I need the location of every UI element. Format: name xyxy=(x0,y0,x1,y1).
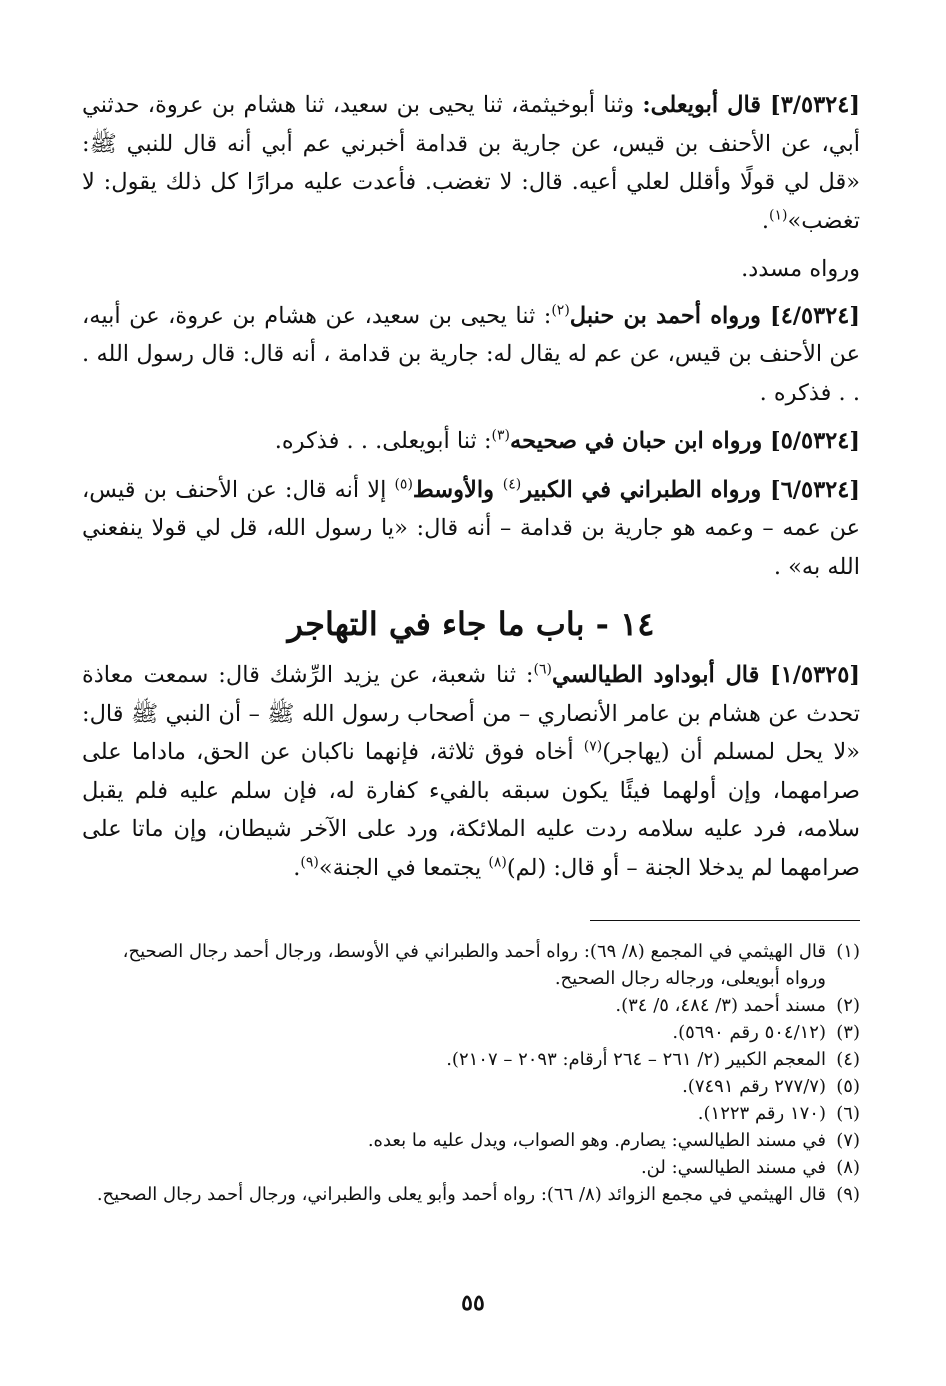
footnote-item xyxy=(82,1127,860,1154)
hadith-text: أخاه فوق ثلاثة، فإنهما ناكبان عن الحق، ماداما على صرامهما، وإن أولهما فيئًا يكون سبقه بالفيء كفارة له، فإن سلم عليه فلم يقبل سلامه، فرد عليه سلامه ردت عليه الملائكة، ورد على الآخر شيطان، وإن ماتا على صرامهما لم يدخلا الجنة – أو قال: (لم) xyxy=(82,739,860,881)
hadith-text: : ثنا يحيى بن سعيد، عن هشام بن عروة، عن أبيه، عن الأحنف بن قيس، عن عم له يقال له: جارية بن قدامة ، أنه قال: قال رسول الله . . . فذكره . xyxy=(82,302,860,406)
footnote-number: (٢) xyxy=(836,995,860,1016)
narration-note xyxy=(82,250,860,289)
footnote-item xyxy=(82,1046,860,1073)
hadith-label: [١/٥٣٢٥] قال أبوداود الطيالسي xyxy=(551,662,860,688)
footnote-ref: (٦) xyxy=(533,661,552,678)
hadith-label: [٣/٥٣٢٤] قال أبويعلى: xyxy=(642,92,860,118)
hadith-text: إلا أنه قال: عن الأحنف بن قيس، عن عمه – وعمه هو جارية بن قدامة – أنه قال: «يا رسول الله، قل لي قولا ينفعني الله به» . xyxy=(82,476,860,580)
page-number: ٥٥ xyxy=(461,1290,485,1316)
chapter-heading: ١٤ - باب ما جاء في التهاجر xyxy=(287,605,655,643)
footnote-number: (٧) xyxy=(836,1130,860,1151)
hadith-label: [٦/٥٣٢٤] ورواه الطبراني في الكبير xyxy=(521,476,860,503)
footnote-divider xyxy=(590,920,860,921)
footnote-text: مسند أحمد (٣/ ٤٨٤، ٥/ ٣٤). xyxy=(615,995,826,1016)
footnote-text: (١٧٠ رقم ١٢٢٣). xyxy=(697,1103,826,1124)
footnote-text: المعجم الكبير (٢/ ٢٦١ – ٢٦٤ أرقام: ٢٠٩٣ – ٢١٠٧). xyxy=(446,1049,826,1070)
footnote-item xyxy=(82,992,860,1019)
footnote-item xyxy=(82,1019,860,1046)
footnote-ref: (٩) xyxy=(300,854,319,870)
footnote-ref: (٧) xyxy=(583,738,603,755)
footnote-item xyxy=(82,1073,860,1100)
hadith-text: وثنا أبوخيثمة، ثنا يحيى بن سعيد، ثنا هشام بن عروة، حدثني أبي، عن الأحنف بن قيس، عن جارية بن قدامة أخبرني عم أبي أنه قال للنبي ﷺ: «قل لي قولًا وأقلل لعلي أعيه. قال: لا تغضب. فأعدت عليه مرارًا كل ذلك يقول: لا تغضب» xyxy=(82,92,860,234)
footnote-text: قال الهيثمي في مجمع الزوائد (٨/ ٦٦): رواه أحمد وأبو يعلى والطبراني، ورجال أحمد رجال الصحيح. xyxy=(96,1184,826,1205)
main-text xyxy=(82,86,860,897)
footnote-number: (٦) xyxy=(836,1103,860,1124)
footnote-ref: (١) xyxy=(769,207,788,223)
hadith-text: : ثنا أبويعلى. . . فذكره. xyxy=(274,428,492,454)
footnote-number: (٣) xyxy=(836,1022,860,1043)
hadith-text: يجتمعا في الجنة» xyxy=(318,854,489,881)
hadith-paragraph-2 xyxy=(82,297,860,413)
footnote-number: (٥) xyxy=(836,1076,860,1097)
footnote-item xyxy=(82,1100,860,1127)
footnote-text: في مسند الطيالسي: لن. xyxy=(640,1157,826,1178)
footnote-text: قال الهيثمي في المجمع (٨/ ٦٩): رواه أحمد والطبراني في الأوسط، ورجال أحمد رجال الصحيح، ورواه أبويعلى، ورجاله رجال الصحيح. xyxy=(122,941,826,989)
footnote-ref: (٨) xyxy=(488,854,507,870)
footnote-ref: (٤) xyxy=(502,476,522,492)
hadith-label: [٥/٥٣٢٤] ورواه ابن حبان في صحيحه xyxy=(510,428,860,454)
footnote-text: في مسند الطيالسي: يصارم. وهو الصواب، ويدل عليه ما بعده. xyxy=(367,1130,826,1151)
hadith-paragraph-1: [٣/٥٣٢٤] قال أبويعلى: وثنا أبوخيثمة، ثنا يحيى بن سعيد، ثنا هشام بن عروة، حدثني أبي، عن الأحنف بن قيس، عن جارية بن قدامة أخبرني عم أبي أنه قال للنبي ﷺ: «قل لي قولًا وأقلل لعلي أعيه. قال: لا تغضب. فأعدت عليه مرارًا كل ذلك يقول: لا تغضب»$^{(١)}$. xyxy=(82,92,860,234)
hadith-paragraph-3 xyxy=(82,422,860,461)
hadith-text: ورواه مسدد. xyxy=(741,256,860,282)
footnote-item xyxy=(82,1154,860,1181)
footnote-ref: (٢) xyxy=(551,302,570,318)
footnote-text: (٥٠٤/١٢ رقم ٥٦٩٠). xyxy=(672,1022,826,1043)
hadith-label-secondary: والأوسط xyxy=(412,476,503,503)
footnote-ref: (٥) xyxy=(394,476,413,492)
footnote-item xyxy=(82,1181,860,1208)
footnote-number: (١) xyxy=(836,941,860,962)
footnote-text: (٢٧٧/٧ رقم ٧٤٩١). xyxy=(682,1076,826,1097)
hadith-paragraph-5: [١/٥٣٢٥] قال أبوداود الطيالسي$^{(٦)}$: ثنا شعبة، عن يزيد الرِّشك قال: سمعت معاذة تحدث عن هشام بن عامر الأنصاري – من أصحاب رسول الله ﷺ – أن النبي ﷺ قال: «لا يحل لمسلم أن (يهاجر)$^{(٧)}$ أخاه فوق ثلاثة، فإنهما ناكبان عن الحق، ماداما على صرامهما، وإن أولهما فيئًا يكون سبقه بالفيء كفارة له، فإن سلم عليه فلم يقبل سلامه، فرد عليه سلامه ردت عليه الملائكة، ورد على الآخر شيطان، وإن ماتا على صرامهما لم يدخلا الجنة – أو قال: (لم)$^{(٨)}$ يجتمعا في الجنة»$^{(٩)}$. xyxy=(82,661,860,881)
footnote-number: (٨) xyxy=(836,1157,860,1178)
hadith-paragraph-4 xyxy=(82,471,860,587)
footnote-ref: (٣) xyxy=(491,427,510,444)
footnote-number: (٤) xyxy=(836,1049,860,1070)
footnotes-list xyxy=(82,938,860,1208)
hadith-text: : ثنا شعبة، عن يزيد الرِّشك قال: سمعت معاذة تحدث عن هشام بن عامر الأنصاري – من أصحاب رسول الله ﷺ – أن النبي ﷺ قال: «لا يحل لمسلم أن (يهاجر) xyxy=(82,662,860,765)
footnote-item xyxy=(82,938,860,992)
hadith-label: [٤/٥٣٢٤] ورواه أحمد بن حنبل xyxy=(569,302,860,329)
footnote-number: (٩) xyxy=(836,1184,860,1205)
